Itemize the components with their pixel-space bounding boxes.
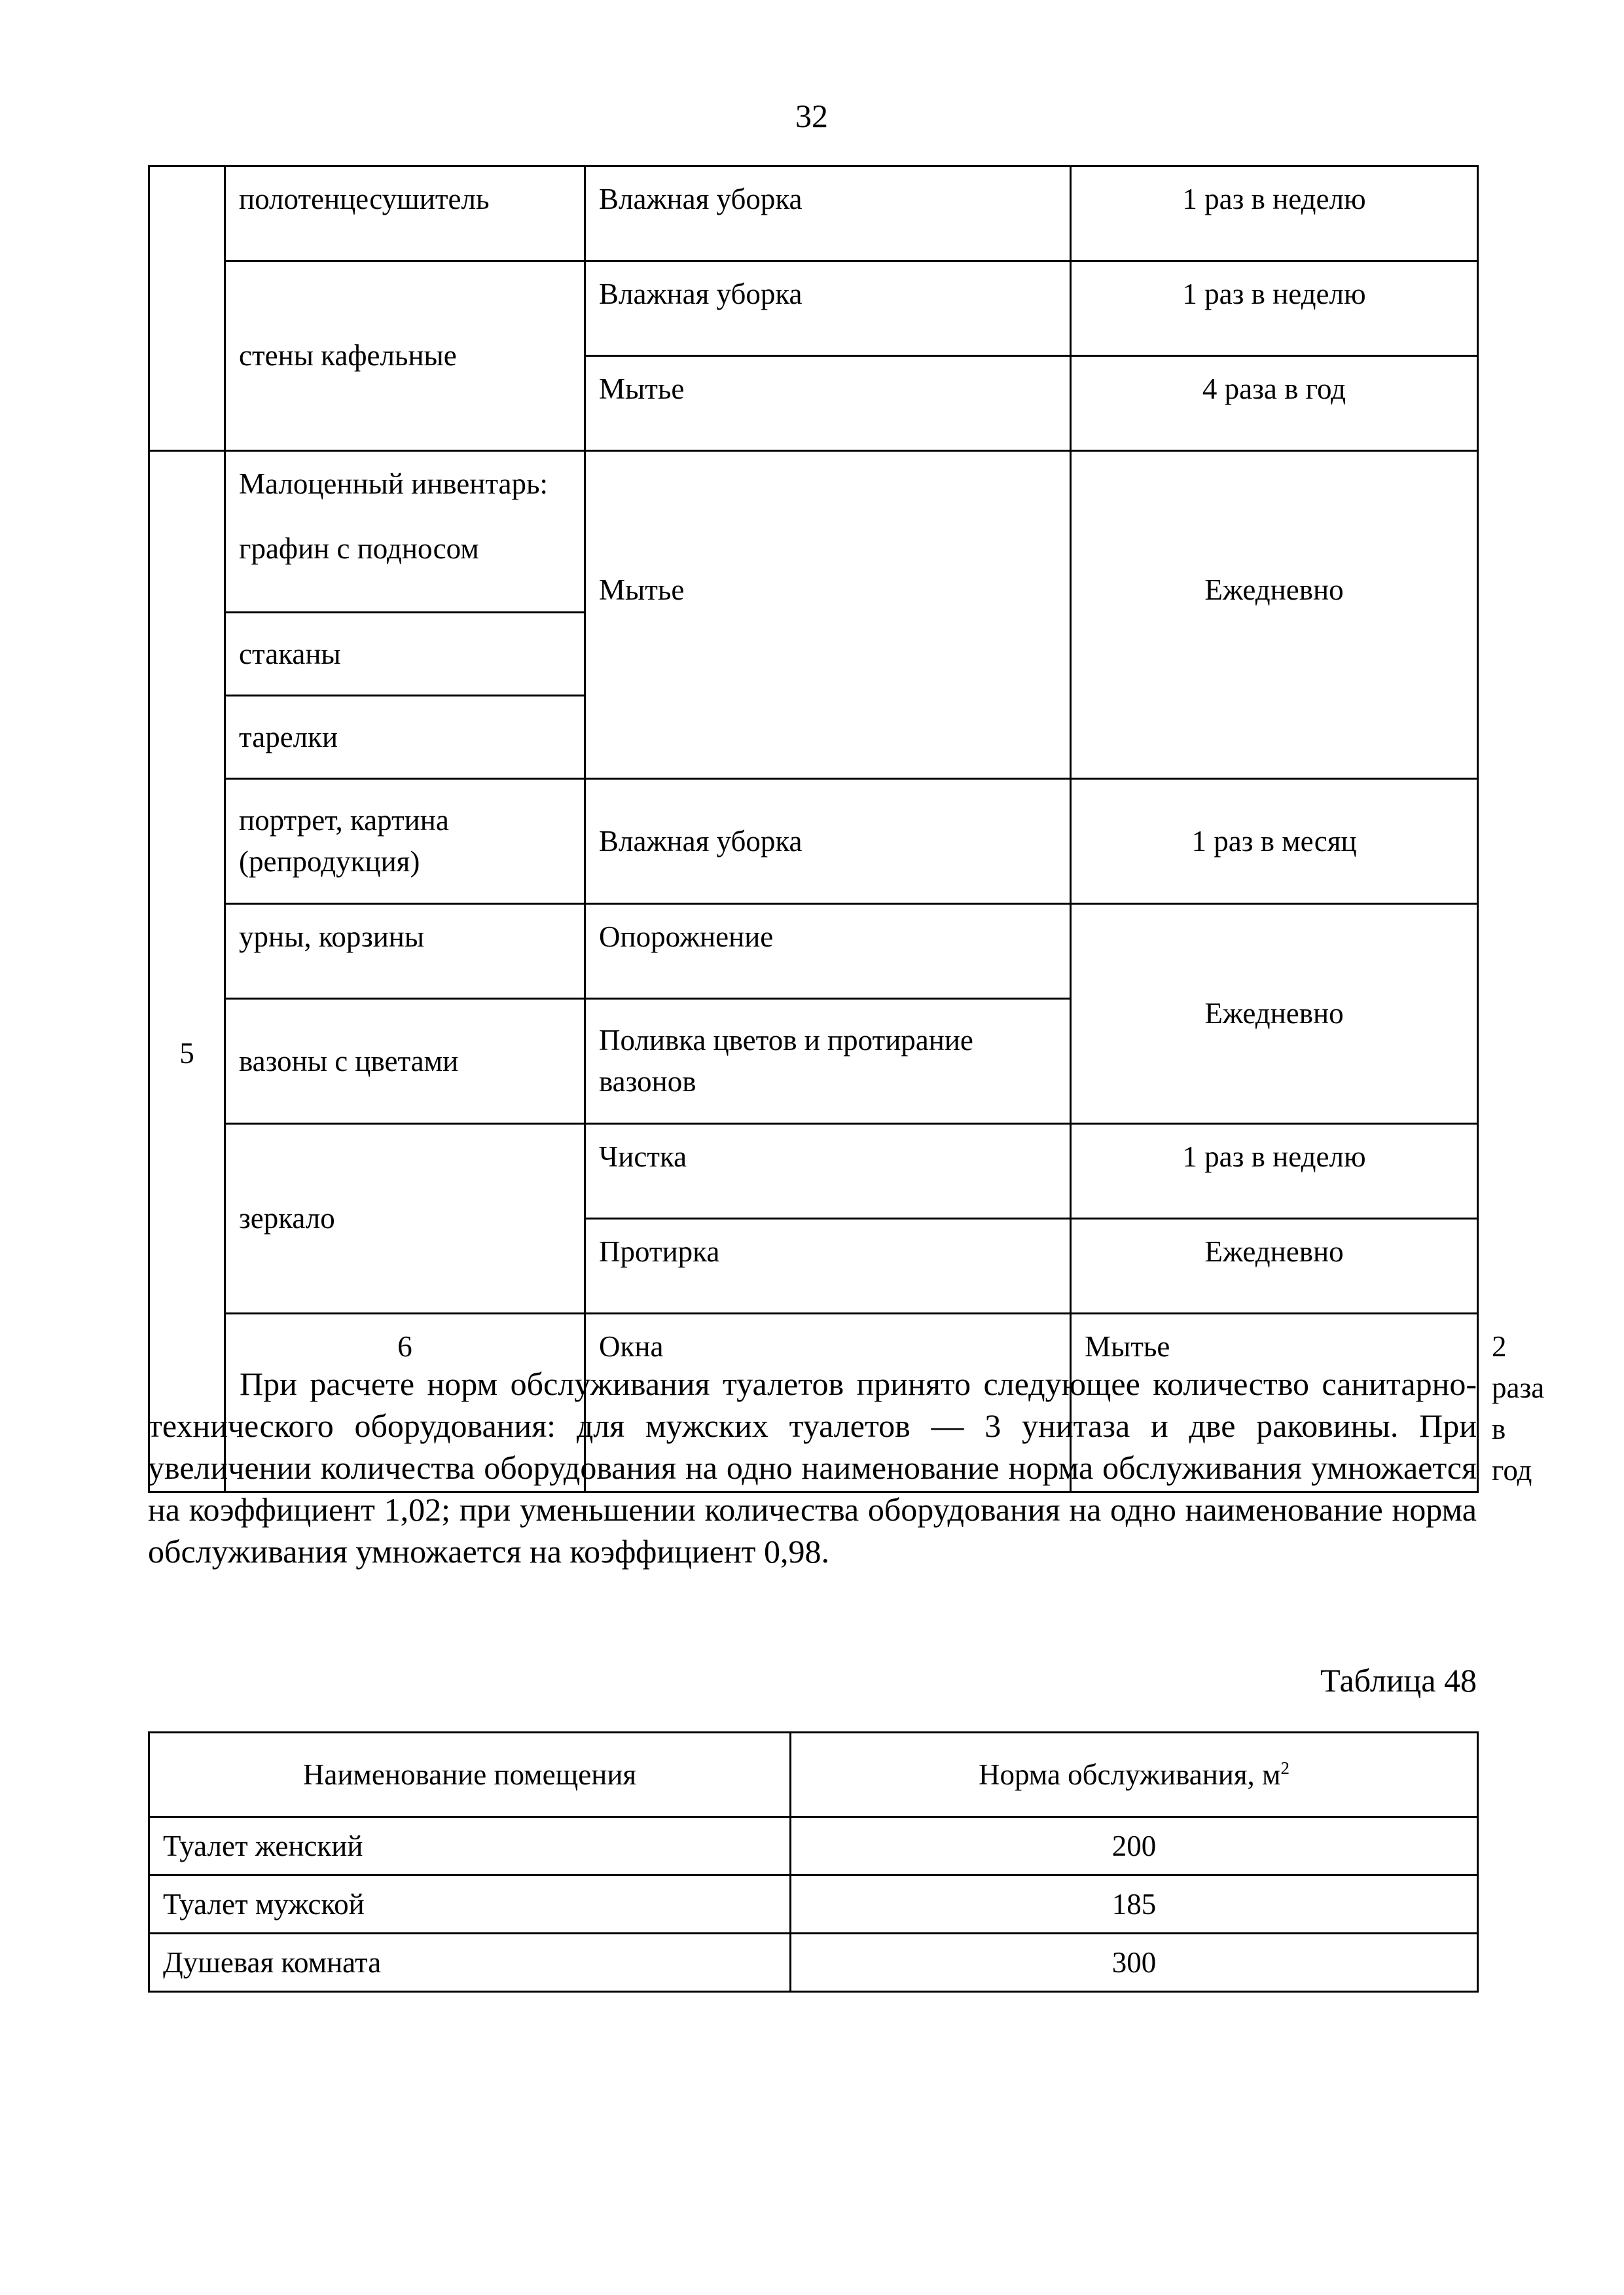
page-number: 32 (795, 98, 828, 134)
action-cell: Мытье (1071, 1314, 1478, 1492)
item-cell (225, 451, 585, 613)
item-line: (репродукция) (239, 845, 420, 878)
header-norm-text: Норма обслуживания, м (978, 1758, 1281, 1791)
item-cell: урны, корзины (225, 904, 585, 999)
item-cell (225, 779, 585, 904)
table-row (149, 166, 1478, 261)
item-line: портрет, картина (239, 804, 449, 837)
table-row (149, 1124, 1478, 1219)
item-cell: стены кафельные (225, 261, 585, 451)
norms-paragraph: При расчете норм обслуживания туалетов принято следующее количество санитарно-технического оборудования: для мужских туалетов — 3 унитаза и две раковины. При увеличении количества оборудования на одно наименование норма обслуживания умножается на коэффициент 1,02; при уменьшении количества оборудования на одно наименование норма обслуживания умножается на коэффициент 0,98. (148, 1365, 1477, 1570)
cleaning-schedule-table (148, 165, 1545, 1493)
action-cell: Влажная уборка (585, 779, 1071, 904)
table-row (149, 451, 1478, 613)
table-caption: Таблица 48 (1320, 1662, 1477, 1699)
table-row: 6 Окна Мытье 2 раза в год (149, 1314, 1478, 1492)
action-line: вазонов (599, 1065, 696, 1098)
frequency-cell: 1 раз в неделю (1071, 1124, 1478, 1219)
frequency-cell: 1 раз в неделю (1071, 166, 1478, 261)
item-cell: тарелки (225, 696, 585, 779)
action-cell: Чистка (585, 1124, 1071, 1219)
norm-cell: 185 (791, 1875, 1478, 1934)
frequency-cell: 1 раз в месяц (1071, 779, 1478, 904)
table-row (149, 261, 1478, 356)
action-cell: Влажная уборка (585, 261, 1071, 356)
table-header-row (149, 1733, 1478, 1817)
frequency-cell: Ежедневно (1071, 451, 1478, 779)
action-line: Поливка цветов и протирание (599, 1024, 973, 1057)
inventory-decanter: графин с подносом (239, 532, 479, 565)
item-cell: вазоны с цветами (225, 999, 585, 1124)
norm-cell: 300 (791, 1934, 1478, 1992)
row-number-cell (149, 166, 225, 451)
row-number-cell: 5 (149, 451, 225, 1492)
frequency-cell: 4 раза в год (1071, 356, 1478, 451)
table-row (149, 1875, 1478, 1934)
table-row (149, 1934, 1478, 1992)
table-row (149, 779, 1478, 904)
item-cell: полотенцесушитель (225, 166, 585, 261)
header-norm-sup: 2 (1280, 1758, 1290, 1778)
room-cell: Туалет мужской (149, 1875, 791, 1934)
item-cell: зеркало (225, 1124, 585, 1314)
inventory-header: Малоценный инвентарь: (239, 467, 549, 500)
header-room: Наименование помещения (149, 1733, 791, 1817)
table-row (149, 1817, 1478, 1875)
action-cell (585, 999, 1071, 1124)
table-row (149, 904, 1478, 999)
frequency-cell: Ежедневно (1071, 904, 1478, 1124)
action-cell: Опорожнение (585, 904, 1071, 999)
item-cell: Окна (585, 1314, 1071, 1492)
frequency-cell: Ежедневно (1071, 1219, 1478, 1314)
action-cell: Мытье (585, 451, 1071, 779)
norm-cell: 200 (791, 1817, 1478, 1875)
header-norm (791, 1733, 1478, 1817)
row-number-cell: 6 (225, 1314, 585, 1492)
action-cell: Влажная уборка (585, 166, 1071, 261)
room-cell: Туалет женский (149, 1817, 791, 1875)
service-norms-table (148, 1731, 1479, 1993)
frequency-cell: 1 раз в неделю (1071, 261, 1478, 356)
action-cell: Протирка (585, 1219, 1071, 1314)
room-cell: Душевая комната (149, 1934, 791, 1992)
action-cell: Мытье (585, 356, 1071, 451)
item-cell: стаканы (225, 613, 585, 696)
